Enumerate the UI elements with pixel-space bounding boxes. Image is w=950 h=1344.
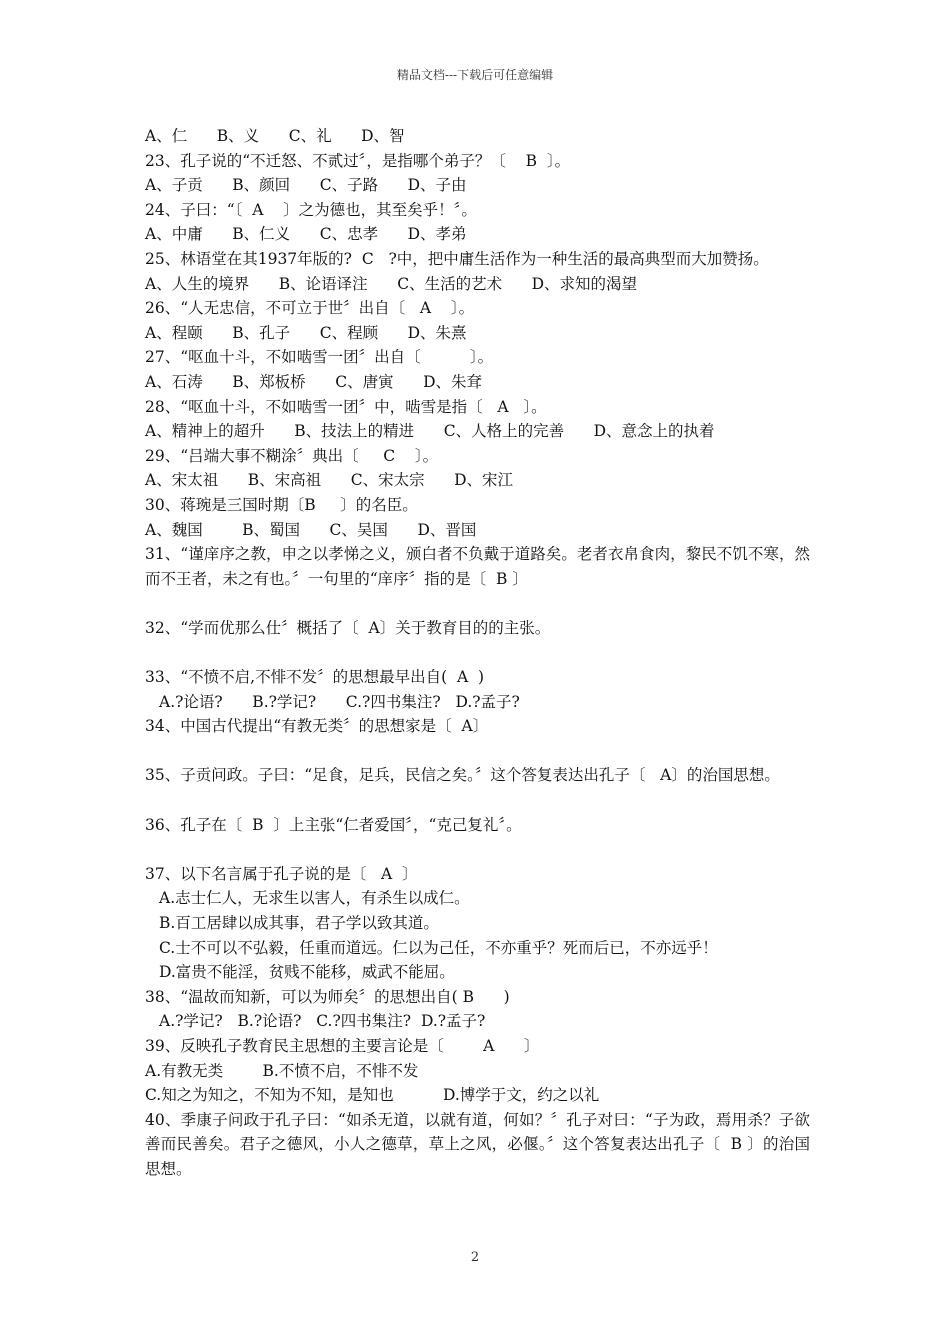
text-line: 32、“学而优那么仕〞概括了〔 A〕关于教育目的的主张。: [145, 618, 551, 637]
text-line: 37、以下名言属于孔子说的是〔 A 〕: [145, 864, 418, 883]
page-number: 2: [470, 1250, 480, 1265]
text-line: 29、“吕端大事不糊涂〞典出〔 C 〕。: [145, 446, 439, 465]
document-body: [145, 124, 810, 1182]
blank-line: [145, 591, 810, 616]
text-line: A、仁 B、义 C、礼 D、智: [145, 127, 405, 145]
text-line: A、程颐 B、孔子 C、程顾 D、朱熹: [145, 323, 467, 342]
text-line: 33、“不愤不启,不悱不发〞的思想最早出自( A ): [145, 668, 485, 687]
text-line: C.知之为知之，不知为不知，是知也 D.博学于文，约之以礼: [145, 1086, 600, 1105]
blank-line: [145, 739, 810, 764]
text-line: 35、子贡问政。子曰：“足食，足兵，民信之矣。〞这个答复表达出孔子〔 A〕的治国思想。: [145, 766, 780, 785]
text-line: 30、蒋琬是三国时期〔B 〕的名臣。: [145, 495, 418, 514]
text-line: B.百工居肆以成其事，君子学以致其道。: [159, 914, 439, 932]
text-line: 39、反映孔子教育民主思想的主要言论是〔 A 〕: [145, 1036, 540, 1055]
text-line: 27、“呕血十斗，不如啮雪一团〞出自〔 〕。: [145, 348, 494, 367]
blank-line: [145, 640, 810, 665]
text-line: 24、子曰：“〔 A 〕之为德也，其至矣乎！〞。: [145, 200, 477, 219]
text-line: 40、季康子问政于孔子曰：“如杀无道，以就有道，何如？〞孔子对曰：“子为政，焉用杀？子欲善而民善矣。君子之德风，小人之德草，草上之风，必偃。〞这个答复表达出孔子〔 B 〕的治国思想。: [145, 1110, 810, 1178]
text-line: 23、孔子说的“不迁怒、不贰过〞，是指哪个弟子？〔 B 〕。: [145, 151, 571, 170]
page-header: 精品文档---下载后可任意编辑: [396, 68, 554, 82]
text-line: 26、“人无忠信，不可立于世〞出自〔 A 〕。: [145, 299, 475, 318]
text-line: 25、林语堂在其1937年版的? C ?中，把中庸生活作为一种生活的最高典型而大加赞扬。: [145, 249, 769, 268]
text-line: 38、“温故而知新，可以为师矣〞的思想出自( B ): [145, 987, 510, 1006]
text-line: A、中庸 B、仁义 C、忠孝 D、孝弟: [145, 225, 467, 244]
text-line: 36、孔子在〔 B 〕上主张“仁者爱国〞，“克己复礼〞。: [145, 815, 522, 834]
blank-line: [145, 837, 810, 862]
text-line: 28、“呕血十斗，不如啮雪一团〞中，啮雪是指〔 A 〕。: [145, 397, 547, 416]
text-line: A、精神上的超升 B、技法上的精进 C、人格上的完善 D、意念上的执着: [145, 422, 715, 441]
text-line: A、宋太祖 B、宋高祖 C、宋太宗 D、宋江: [145, 471, 514, 490]
text-line: C.士不可以不弘毅，任重而道远。仁以为己任，不亦重乎？死而后已，不亦远乎！: [159, 938, 718, 957]
text-line: A.有教无类 B.不愤不启，不悱不发: [145, 1061, 419, 1080]
text-line: 31、“谨庠序之教，申之以孝悌之义，颁白者不负戴于道路矣。老者衣帛食肉，黎民不饥不寒，然而不王者，未之有也。〞一句里的“庠序〞指的是〔 B 〕: [145, 545, 810, 588]
text-line: A、人生的境界 B、论语译注 C、生活的艺术 D、求知的渴望: [145, 274, 638, 293]
text-line: A、子贡 B、颜回 C、子路 D、子由: [145, 176, 467, 195]
text-line: A、石涛 B、郑板桥 C、唐寅 D、朱耷: [145, 372, 483, 391]
text-line: A.志士仁人，无求生以害人，有杀生以成仁。: [159, 889, 470, 908]
text-line: 34、中国古代提出“有教无类〞的思想家是〔 A〕: [145, 717, 489, 736]
text-line: A、魏国 B、蜀国 C、吴国 D、晋国: [145, 520, 477, 539]
text-line: A.?论语? B.?学记? C.?四书集注? D.?孟子?: [159, 692, 520, 711]
text-line: A.?学记? B.?论语? C.?四书集注? D.?孟子?: [159, 1012, 486, 1031]
blank-line: [145, 788, 810, 813]
text-line: D.富贵不能淫，贫贱不能移，威武不能屈。: [159, 963, 455, 982]
